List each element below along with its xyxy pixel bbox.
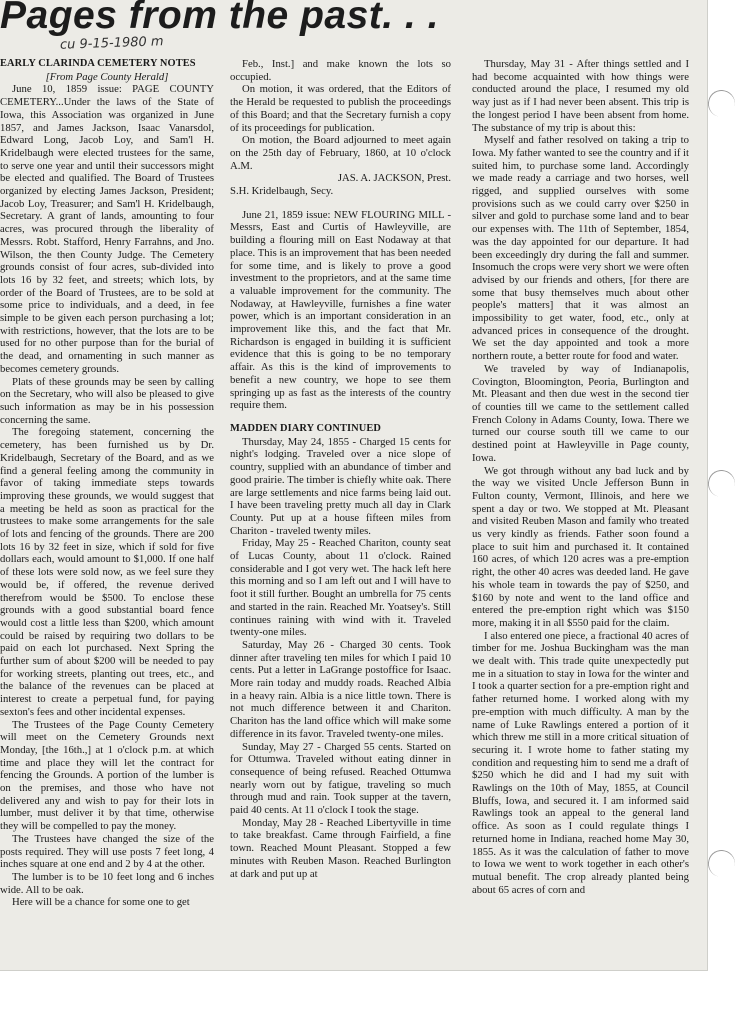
paragraph: Thursday, May 24, 1855 - Charged 15 cents for night's lodging. Traveled over a nice slope of country, supplied with an abundance of timber and good prairie. The timber is chiefly white oak. There are large settlements and nice farms being laid out. I have been traveling pretty much all day in Clark County. Put up at a house fifteen miles from Chariton - traveled twenty miles. bbox=[230, 435, 451, 537]
punch-hole-mark bbox=[705, 847, 738, 880]
paragraph: Myself and father resolved on taking a trip to Iowa. My father wanted to see the country and if it suited him, to purchase some land. Accordingly we made ready a carriage and two horses, well rigged, and supplied ourselves with some provisions such as we could carry over $250 in silver and gold to purchase some land and to bear our expenses with. The 11th of September, 1854, was the day appointed for our departure. It had been exceedingly dry during the fall and summer. Insomuch the crops were very short we were often advised by our friends and others, [for there are some that busy themselves much about other people's matters] that it was almost an impossibility to get water, food, etc., only at advanced prices in consequence of the drought. We set the day appointed and took a more northern route, a better route for food and water. bbox=[472, 134, 689, 363]
paragraph: We traveled by way of Indianapolis, Covington, Bloomington, Peoria, Burlington and Mt. Pleasant and then due west in the second tier of counties till we came to the settlement called French Colony in Adams County, Iowa. There we turned our course south till we came to our destined point at Hawleyville in Page county, Iowa. bbox=[472, 362, 689, 464]
paragraph: The lumber is to be 10 feet long and 6 inches wide. All to be oak. bbox=[0, 871, 214, 896]
paragraph: Monday, May 28 - Reached Libertyville in time to take breakfast. Came through Fairfield, a fine town. Reached Mount Pleasant. Stopped a few minutes with Reuben Mason. Reached Burlington at dark and put up at bbox=[230, 816, 451, 880]
paragraph: Thursday, May 31 - After things settled and I had become acquainted with how things were conducted around the place, I resumed my old way just as if I had never been absent. This trip is the longest period I have been absent from home. The substance of my trip is about this: bbox=[472, 58, 689, 134]
paragraph: On motion, it was ordered, that the Editors of the Herald be requested to publish the proceedings of this Board; and that the Secretary furnish a copy of its proceedings for publication. bbox=[230, 83, 451, 134]
column-3 bbox=[472, 58, 689, 966]
paragraph: Saturday, May 26 - Charged 30 cents. Took dinner after traveling ten miles for which I paid 10 cents. Put a letter in LaGrange postoffice for Isaac. More rain today and muddy roads. Reached Albia in a heavy rain. Albia is a nice little town. There is not much difference between it and Chariton. Chariton has the land office which will make some difference in its favor. Traveled twenty-one miles. bbox=[230, 638, 451, 740]
masthead-title: Pages from the past. . . bbox=[0, 0, 439, 37]
paragraph: Here will be a chance for some one to get bbox=[12, 896, 190, 909]
cemetery-source: [From Page County Herald] bbox=[45, 70, 169, 83]
cemetery-heading: EARLY CLARINDA CEMETERY NOTES bbox=[0, 58, 196, 69]
diary-heading: MADDEN DIARY CONTINUED bbox=[230, 422, 381, 434]
mill-paragraph: June 21, 1859 issue: NEW FLOURING MILL - Messrs, East and Curtis of Hawleyville, are building a flouring mill on East Nodaway at that place. This is an improvement that has been needed for some time, and is likely to prove a good investment to the proprietors, and at the same time a valuable improvement for the community. The Nodaway, at Hawleyville, furnishes a fine water power, which is an important consideration in an improvement like this, and the fact that Mr. Richardson is engaged in building it is sufficient evidence that this is going to be no temporary affair. As this is the kind of improvements to benefit a new country, we hope to see them springing up as fast as the interests of the country require them. bbox=[230, 208, 451, 412]
paragraph: The foregoing statement, concerning the cemetery, has been furnished us by Dr. Kridelbaugh, Secretary of the Board, and as we find a general feeling among the community in favor of taking immediate steps towards improving these grounds, we would suggest that a meeting be held as soon as practical for the trustees to make some arrangements for the sale of lots and fencing of the grounds. There are 200 lots 16 by 32 feet in size, which if sold for five dollars each, would amount to $1,000. If one half of these lots were sold now, as we feel sure they would be, if offered, the revenue derived therefrom would be $500. To enclose these grounds with a good substantial board fence would cost a little less than $200, which amount could be raised by requiring two dollars to be paid on each lot purchased. Next Spring the further sum of about $200 will be needed to pay for working streets, planting out trees, etc., and the balance of the revenues can be placed at interest to create a perpetual fund, for paying sexton's fees and other incidental expenses. bbox=[0, 426, 214, 718]
signature-secretary: S.H. Kridelbaugh, Secy. bbox=[230, 185, 334, 198]
punch-hole-mark bbox=[705, 87, 738, 120]
paragraph: I also entered one piece, a fractional 40 acres of timber for me. Joshua Buckingham was the man we dealt with. This trade quite unexpectedly put me in a situation to stay in Iowa for the winter and I took a quarter section for a pre-emption right and father returned home. I worked along with my pre-emption with much difficulty. A man by the name of Luke Rawlings entered a portion of it which threw me still in a more critical situation of securing it. I wrote home to father stating my condition and requesting him to send me a draft of $250 which he did and I had my suit with Rawlings on the 10th of May, 1855, at Council Bluffs, Iowa, and secured it. I am informed said Rawlings took an appeal to the general land office. As soon as I could regulate things I returned home in Indiana, reached home May 30, 1855. As it was the calculation of father to move to Iowa we went to work together in each other's mutual benefit. The crop already planted being about 65 acres of corn and bbox=[472, 629, 689, 896]
paragraph: The Trustees of the Page County Cemetery will meet on the Cemetery Grounds next Monday, [the 16th.,] at 1 o'clock p.m. at which time and place they will let the contract for fencing the Grounds. A portion of the lumber is on the premises, and those who have not delivered any and wish to pay for their lots in lumber, must deliver it by that time, otherwise they will be compelled to pay the money. bbox=[0, 718, 214, 833]
paragraph: The Trustees have changed the size of the posts required. They will use posts 7 feet long, 4 inches square at one end and 2 by 4 at the other. bbox=[0, 832, 214, 871]
paragraph: Feb., Inst.] and make known the lots so occupied. bbox=[230, 58, 451, 83]
paragraph: We got through without any bad luck and by the way we visited Uncle Jefferson Bunn in Fulton county, Vermont, Illinois, and here we spent a day or two. We stopped at Mt. Pleasant and visited Reuben Mason and family who treated us very kindly as friends. Father soon found a place to suit him and purchased it. It contained 160 acres, of which 120 acres was a pre-emption right, the other 40 acres was deeded land. He gave his whole team in towards the pay of $250, and $160 by note and went to the land office and entered the pre-emption right which was $150 more, making it in all $550 paid for the claim. bbox=[472, 464, 689, 629]
column-2 bbox=[230, 58, 451, 966]
paragraph: Sunday, May 27 - Charged 55 cents. Started on for Ottumwa. Traveled without eating dinner in consequence of being refused. Reached Ottumwa nearly worn out by fatigue, traveling so much through mud and rain. Took supper at the tavern, paid 40 cents. At 11 o'clock I took the stage. bbox=[230, 740, 451, 817]
punch-hole-mark bbox=[705, 467, 738, 500]
paragraph: June 10, 1859 issue: PAGE COUNTY CEMETERY...Under the laws of the State of Iowa, this Association was organized in June 1857, and James Jackson, Isaac Vanarsdol, Edward Long, Jacob Loy, and Sam'l H. Kridelbaugh were elected trustees for the same, to serve one year and until their successors might be elected and qualified. The Board of Trustees organized by electing James Jackson, President; Jacob Loy, Treasurer; and Sam'l H. Kridelbaugh, Secretary. A grant of lands, amounting to four acres, was procured through the liberality of Messrs. Robt. Stafford, Henry Farrahns, and Jno. Wilson, the then County Judge. The Cemetery grounds consist of four acres, sub-divided into lots 16 by 32 feet, and streets; which lots, by order of the Board of Trustees, are to be sold at some price to individuals, and a deed, in fee simple to be given each person purchasing a lot; with restrictions, however, that the lots are to be used for no other purpose than for the burial of the dead, and ornamenting in such manner as becomes cemetery grounds. bbox=[0, 83, 214, 375]
paragraph: On motion, the Board adjourned to meet again on the 25th day of February, 1860, at 10 o'clock A.M. bbox=[230, 134, 451, 172]
paragraph: Friday, May 25 - Reached Chariton, county seat of Lucas County, about 11 o'clock. Rained considerable and I got very wet. The hack left here this morning and so I am left out and I will have to foot it still further. Bought an umbrella for 75 cents and started in the rain. Reached Mr. Yoatsey's. Still continues raining with wind with it. Traveled twenty-one miles. bbox=[230, 537, 451, 639]
handwritten-date: cu 9-15-1980 m bbox=[59, 34, 164, 53]
signature-president: JAS. A. JACKSON, Prest. bbox=[337, 172, 451, 185]
paragraph: Plats of these grounds may be seen by calling on the Secretary, who will also be pleased to give such information as may be in his possession concerning the same. bbox=[0, 375, 214, 426]
column-1 bbox=[0, 58, 214, 966]
